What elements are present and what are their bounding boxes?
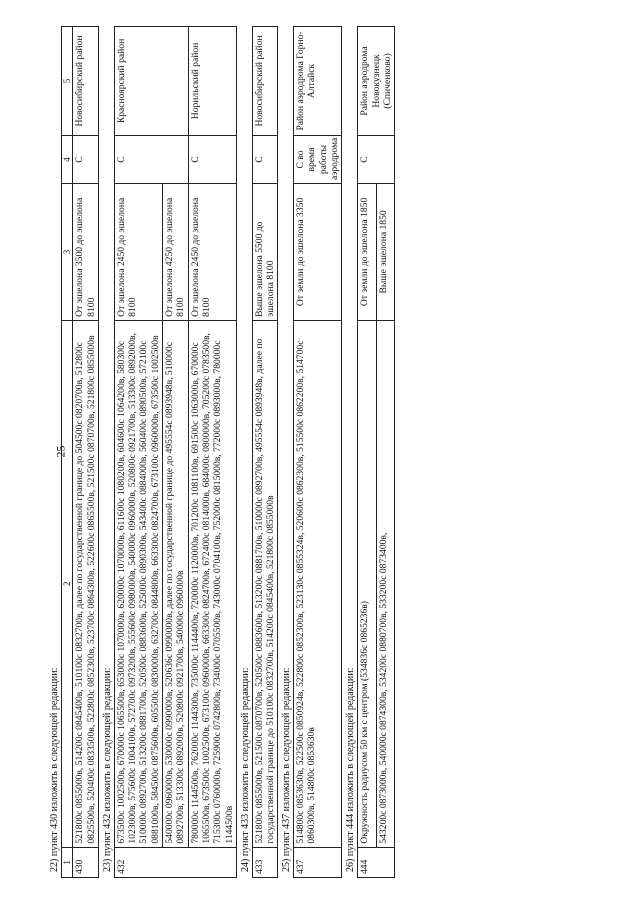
airspace-table-432 (114, 26, 237, 878)
item-number: 433 (252, 847, 278, 877)
levels-cell: От земли до эшелона 1850 (358, 184, 376, 321)
airspace-table-433 (252, 26, 279, 878)
area-cell: Новосибирский район (73, 27, 99, 136)
column-header: 5 (61, 27, 73, 136)
levels-cell: Выше эшелона 1850 (376, 184, 394, 321)
airspace-table-437 (293, 26, 342, 878)
levels-cell: От эшелона 2450 до эшелона 8100 (114, 184, 162, 321)
section-heading: 24) пункт 433 изложить в следующей редакции: (239, 667, 251, 872)
section-heading: 25) пункт 437 изложить в следующей редакции: (281, 667, 293, 872)
levels-cell: Выше эшелона 5500 до эшелона 8100 (252, 184, 278, 321)
column-header: 1 (61, 847, 73, 877)
column-header: 3 (61, 184, 73, 321)
coordinates-cell: 543200с 0873000в, 540000с 0874300в, 534200с 0880700в, 533200с 0873400в, (376, 320, 394, 847)
column-header: 4 (61, 135, 73, 183)
coordinates-cell: 514800с 0853630в, 522500с 0850924в, 522800с 0852300в, 523130с 0855324в, 520600с 0862300в, 515500с 0862200в, 514700с 0860300в, 514800с 0853630в (294, 320, 342, 847)
area-cell: Район аэродрома Горно-Алтайск (294, 27, 342, 136)
table-row (252, 27, 278, 878)
section-heading: 23) пункт 432 изложить в следующей редакции: (102, 667, 114, 872)
coordinates-cell: 521800с 0855000в, 514200с 0845400в, 510100с 0832700в, далее по государственной границе до 504500с 0820700в, 512800с 0825500в, 520400с 0833500в, 522800с 0852300в, 523700с 0864300в, 522600с 0865500в, 521500с 0870700в, 521800с 0855000в (73, 320, 99, 847)
area-cell: Красноярский район (114, 27, 188, 136)
section-heading: 22) пункт 430 изложить в следующей редакции: (49, 667, 60, 872)
airspace-table-444 (357, 26, 395, 878)
document-body (46, 26, 594, 878)
coordinates-cell: Окружность радиусом 50 км с центром (534836с 0865236в) (358, 320, 376, 847)
column-header: 2 (61, 320, 73, 847)
section-heading: 26) пункт 444 изложить в следующей редакции: (345, 667, 357, 872)
class-cell: С (358, 135, 395, 183)
table-row (114, 27, 162, 878)
item-number: 444 (358, 847, 395, 877)
table-row (73, 27, 99, 878)
area-cell: Норильский район (188, 27, 236, 136)
class-cell: С во время работы аэродрома (294, 135, 342, 183)
levels-cell: От земли до эшелона 3350 (294, 184, 342, 321)
levels-cell: От эшелона 4250 до эшелона 8100 (163, 184, 189, 321)
page-number: 25 (53, 445, 68, 458)
class-cell: С (252, 135, 278, 183)
levels-cell: От эшелона 2450 до эшелона 8100 (188, 184, 236, 321)
coordinates-cell: 540000с 0960000в, 530000с 0990000в, 520636с 0990000в, далее по государственной границе до 495554с 0893948в, 510000с 0892700в, 513300с 0892000в, 520800с 0921700в, 540000с 0960000в (163, 320, 189, 847)
item-number: 430 (73, 847, 99, 877)
coordinates-cell: 521800с 0855000в, 521500с 0870700в, 520500с 0883600в, 513200с 0881700в, 510000с 0892700в, 495554с 0893948в, далее по государственной границе до 510100с 0832700в, 514200с 0845400в, 521800с 0855000в (252, 320, 278, 847)
coordinates-cell: 780000с 1144500в, 762000с 1144300в, 735000с 1144400в, 720000с 1120000в, 701200с 1081100в, 691500с 1063000в, 670000с 1065500в, 673500с 1002500в, 673100с 0960000в, 663300с 0824700в, 672400с 0814000в, 684000с 0800000в, 705200с 0783500в, 715300с 0760000в, 725900с 0742800в, 734000с 0705500в, 743000с 0704100в, 752000с 0815000в, 772000с 0893000в, 780000с 1144500в (188, 320, 236, 847)
class-cell: С (73, 135, 99, 183)
class-cell: С (114, 135, 188, 183)
airspace-table-430 (61, 26, 99, 878)
coordinates-cell: 673500с 1002500в, 670000с 1065500в, 653000с 1070000в, 620000с 1070000в, 611600с 1080200в, 604600с 1064200в, 580300с 1023000в, 575600с 1004100в, 572700с 0973200в, 555600с 0980000в, 540000с 0960000в, 520800с 0921700в, 513300с 0892000в, 510000с 0892700в, 513200с 0881700в, 520500с 0883600в, 525000с 0890300в, 543400с 0884000в, 560400с 0890500в, 572100с 0881000в, 584500с 0875600в, 605500с 0830000в, 632700с 0844800в, 663300с 0824700в, 673100с 0960000в, 673500с 1002500в (114, 320, 162, 847)
item-number: 432 (114, 847, 236, 877)
levels-cell: От эшелона 3500 до эшелона 8100 (73, 184, 99, 321)
table-row (358, 27, 376, 878)
class-cell: С (188, 135, 236, 183)
item-number: 437 (294, 847, 342, 877)
table-row (188, 27, 236, 878)
area-cell: Новосибирский район (252, 27, 278, 136)
column-header-row (61, 27, 73, 878)
table-row (294, 27, 342, 878)
area-cell: Район аэродрома Новокузнецк (Спиченково) (358, 27, 395, 136)
